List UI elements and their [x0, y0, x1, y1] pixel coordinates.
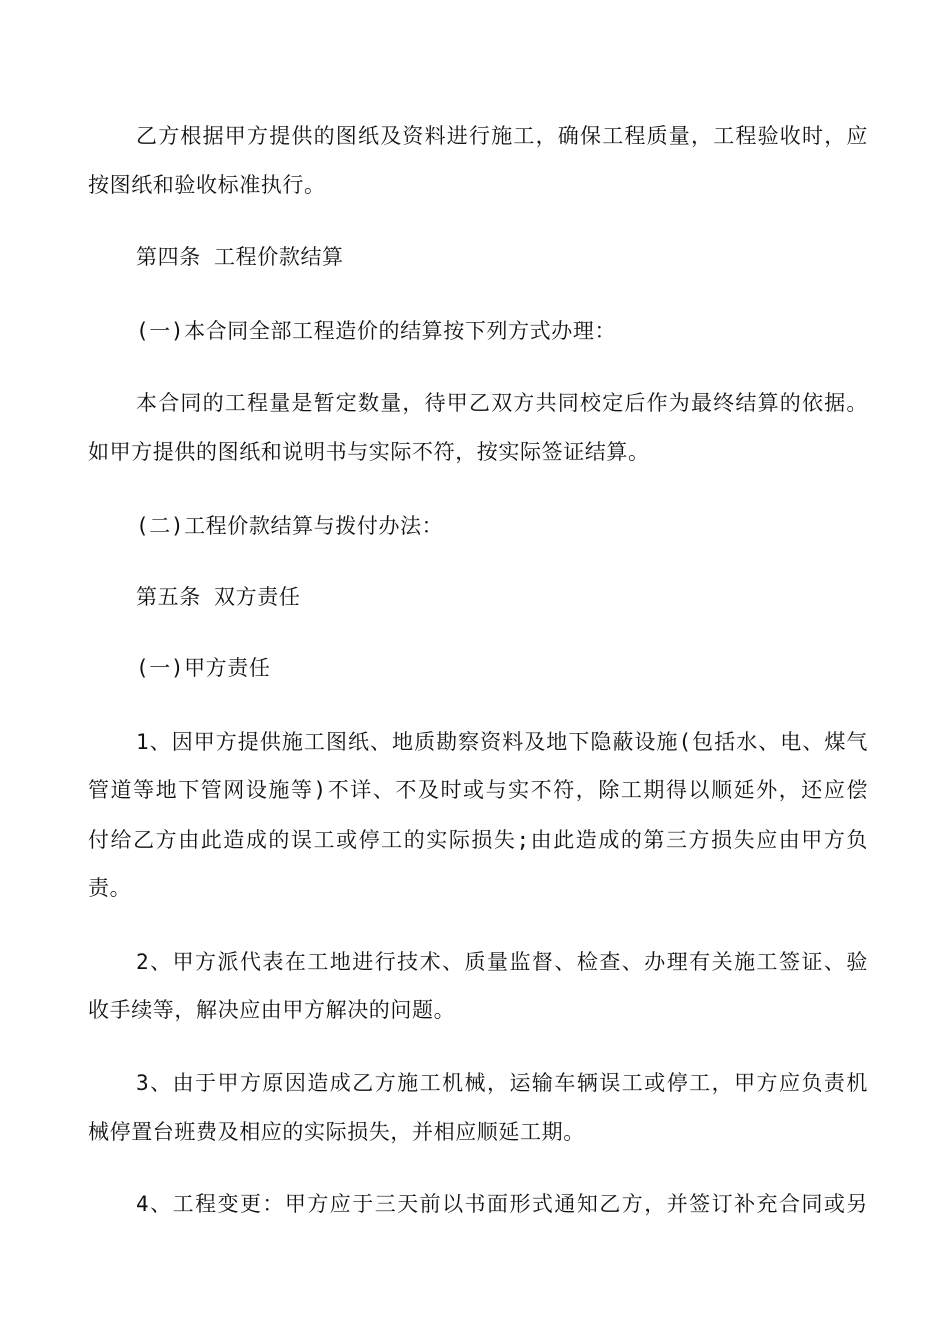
paragraph-line: 2、甲方派代表在工地进行技术、质量监督、检查、办理有关施工签证、验 [136, 950, 868, 974]
section-heading: 第五条 双方责任 [136, 585, 301, 609]
paragraph-line: 1、因甲方提供施工图纸、地质勘察资料及地下隐蔽设施(包括水、电、煤气 [136, 730, 868, 754]
paragraph-line: 付给乙方由此造成的误工或停工的实际损失;由此造成的第三方损失应由甲方负 [88, 828, 868, 852]
paragraph-line: 按图纸和验收标准执行。 [88, 173, 326, 197]
paragraph-line: 管道等地下管网设施等)不详、不及时或与实不符，除工期得以顺延外，还应偿 [88, 778, 868, 802]
section-heading: 第四条 工程价款结算 [136, 245, 344, 269]
paragraph-line: 乙方根据甲方提供的图纸及资料进行施工，确保工程质量，工程验收时，应 [136, 124, 868, 148]
paragraph-line: 械停置台班费及相应的实际损失，并相应顺延工期。 [88, 1120, 585, 1144]
paragraph-line: 3、由于甲方原因造成乙方施工机械，运输车辆误工或停工，甲方应负责机 [136, 1071, 868, 1095]
paragraph-line: 本合同的工程量是暂定数量，待甲乙双方共同校定后作为最终结算的依据。 [136, 391, 868, 415]
paragraph-line: 收手续等，解决应由甲方解决的问题。 [88, 998, 456, 1022]
subsection-heading: (二)工程价款结算与拨付办法： [136, 514, 444, 538]
subsection-heading: (一)本合同全部工程造价的结算按下列方式办理： [136, 319, 617, 343]
paragraph-line: 责。 [88, 876, 132, 900]
subsection-heading: (一)甲方责任 [136, 656, 271, 680]
paragraph-line: 4、工程变更：甲方应于三天前以书面形式通知乙方，并签订补充合同或另 [136, 1192, 868, 1216]
paragraph-line: 如甲方提供的图纸和说明书与实际不符，按实际签证结算。 [88, 440, 650, 464]
